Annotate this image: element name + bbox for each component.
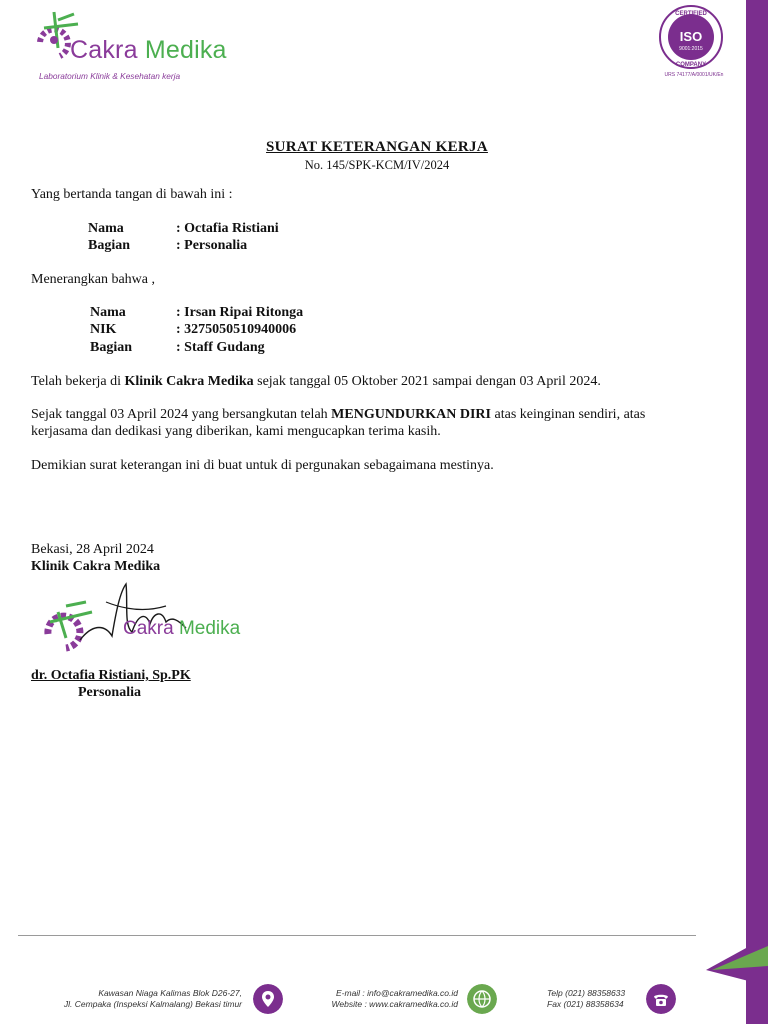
place-date: Bekasi, 28 April 2024 [31,542,154,557]
iso-bottom-text: COMPANY [675,62,707,68]
stamp-and-signature [36,582,241,660]
telephone-icon [646,984,676,1014]
company-logo [34,8,274,80]
footer-contact-phone [547,988,625,1010]
footer-phone: Telp (021) 88358633 [547,988,626,998]
logo-tagline: Laboratorium Klinik & Kesehatan kerja [39,71,181,81]
employee-dept-label: Bagian [90,340,133,355]
resignation-text-line1: Sejak tanggal 03 April 2024 yang bersangkutan telah MENGUNDURKAN DIRI atas keinginan sendiri, atas [31,407,646,422]
employee-nik-value: : 3275050510940006 [176,322,297,337]
footer-fax: Fax (021) 88358634 [547,999,624,1009]
employment-period-text: Telah bekerja di Klinik Cakra Medika sejak tanggal 05 Oktober 2021 sampai dengan 03 April 2024. [31,374,601,389]
letter-title: SURAT KETERANGAN KERJA [266,139,488,155]
employee-name-label: Nama [90,305,126,320]
employee-dept-value: : Staff Gudang [176,340,265,355]
footer-website: Website : www.cakramedika.co.id [331,999,458,1009]
employee-nik-label: NIK [90,322,117,337]
organization-name: Klinik Cakra Medika [31,559,161,574]
employee-name-value: : Irsan Ripai Ritonga [176,305,304,320]
footer-address [46,988,242,1010]
iso-certification-seal [652,2,736,84]
iso-registration-label: URS 74177/A/0001/UK/En [664,72,724,78]
logo-wordmark: Cakra Medika [70,36,227,64]
signer-role: Personalia [78,685,141,700]
iso-sub-text: 9001:2015 [679,46,703,52]
signatory-name-label: Nama [88,221,124,236]
states-text: Menerangkan bahwa , [31,272,156,287]
green-corner-accent [706,936,768,986]
resignation-text-line2: kerjasama dan dedikasi yang diberikan, kami mengucapkan terima kasih. [31,424,441,439]
footer-email: E-mail : info@cakramedika.co.id [335,988,458,998]
letter-number: No. 145/SPK-KCM/IV/2024 [304,158,450,172]
footer-divider [18,935,696,936]
footer-address-line2: Jl. Cempaka (Inspeksi Kalmalang) Bekasi timur [63,999,242,1009]
footer-address-line1: Kawasan Niaga Kalimas Blok D26-27, [98,988,242,998]
iso-top-text: CERTIFIED [675,11,707,17]
location-pin-icon [253,984,283,1014]
signatory-dept-label: Bagian [88,238,131,253]
closing-text: Demikian surat keterangan ini di buat untuk di pergunakan sebagaimana mestinya. [31,458,494,473]
signer-name: dr. Octafia Ristiani, Sp.PK [31,668,191,683]
iso-center-text: ISO [679,29,703,44]
signatory-name-value: : Octafia Ristiani [176,221,279,236]
intro-text: Yang bertanda tangan di bawah ini : [31,187,233,202]
footer-contact-online [296,988,458,1010]
stamp-wordmark: Cakra Medika [123,618,241,639]
iso-badge-icon [658,4,724,70]
signatory-dept-value: : Personalia [176,238,248,253]
globe-icon [467,984,497,1014]
